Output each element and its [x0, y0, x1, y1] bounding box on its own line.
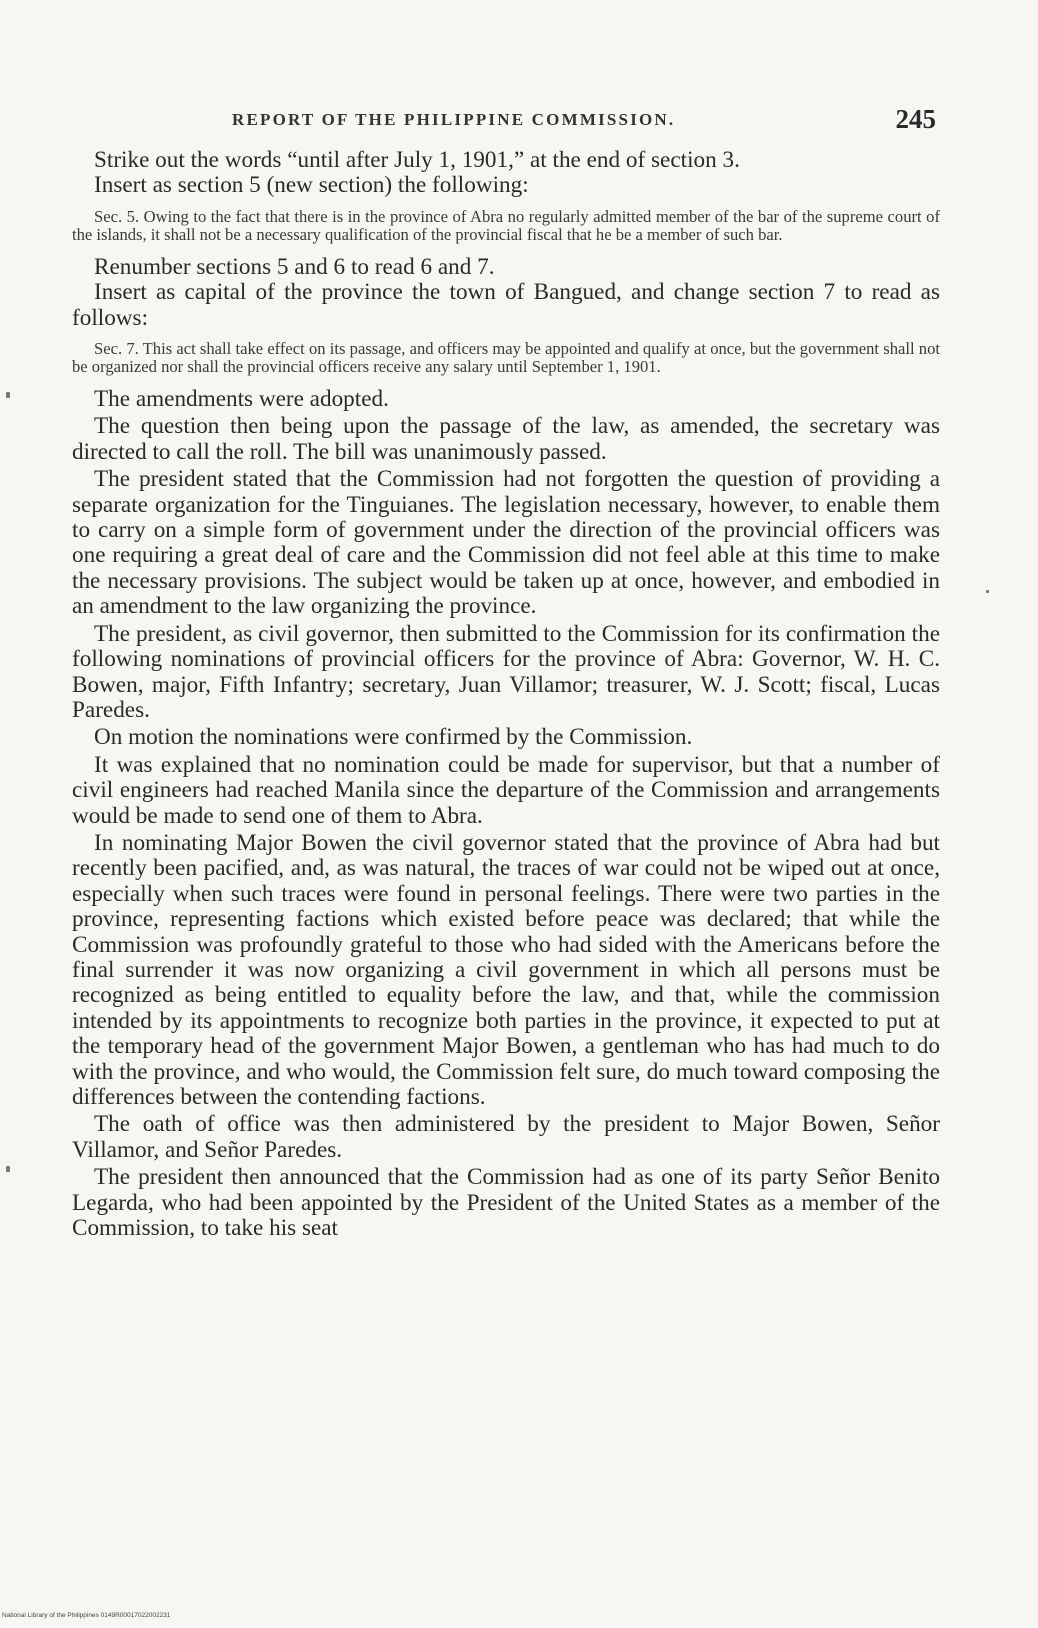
- paragraph-strike-out: Strike out the words “until after July 1, 1901,” at the end of section 3.: [94, 147, 740, 173]
- paragraph-tinguianes: The president stated that the Commission had not forgotten the question of providing a separate organization for the Tinguianes. The legislation necessary, however, to enable them to carry on a simple form of government under the direction of the provincial officers was one requiring a great deal of care and the Commission did not feel able at this time to make the necessary provisions. The subject would be taken up at once, however, and embodied in an amendment to the law organizing the province.: [72, 466, 940, 620]
- margin-mark: [6, 1166, 10, 1172]
- paragraph-confirmed: On motion the nominations were confirmed by the Commission.: [94, 724, 693, 751]
- paragraph-legarda: The president then announced that the Commission had as one of its party Señor Benito Legarda, who had been appointed by the President of the United States as a member of the Commission, to take his seat: [72, 1164, 940, 1242]
- margin-mark: [986, 590, 989, 593]
- footer-credit: National Library of the Philippines 0149R00017022002231: [2, 1612, 171, 1619]
- paragraph-insert-capital: Insert as capital of the province the town of Bangued, and change section 7 to read as follows:: [72, 279, 940, 331]
- page-number: 245: [895, 104, 936, 134]
- paragraph-amendments-adopted: The amendments were adopted.: [94, 386, 389, 413]
- paragraph-oath: The oath of office was then administered by the president to Major Bowen, Señor Villamor, and Señor Paredes.: [72, 1111, 940, 1163]
- margin-mark: [6, 392, 10, 398]
- quoted-section-5: Sec. 5. Owing to the fact that there is in the province of Abra no regularly admitted member of the bar of the supreme court of the islands, it shall not be a necessary qualification of the provincial fiscal that he be a member of such bar.: [72, 206, 940, 244]
- paragraph-insert-section-5: Insert as section 5 (new section) the following:: [94, 172, 529, 199]
- running-head: REPORT OF THE PHILIPPINE COMMISSION.: [232, 110, 676, 129]
- paragraph-roll-call: The question then being upon the passage of the law, as amended, the secretary was directed to call the roll. The bill was unanimously passed.: [72, 413, 940, 465]
- paragraph-nominations: The president, as civil governor, then submitted to the Commission for its confirmation the following nominations of provincial officers for the province of Abra: Governor, W. H. C. Bowen, major, Fifth Infantry; secretary, Juan Villamor; treasurer, W. J. Scott; fiscal, Lucas Paredes.: [72, 620, 940, 723]
- page-body: [72, 148, 940, 1241]
- quoted-section-7: Sec. 7. This act shall take effect on its passage, and officers may be appointed and qualify at once, but the government shall not be organized nor shall the provincial officers receive any salary until September 1, 1901.: [72, 339, 940, 377]
- paragraph-major-bowen: In nominating Major Bowen the civil governor stated that the province of Abra had but recently been pacified, and, as was natural, the traces of war could not be wiped out at once, especially when such traces were found in personal feelings. There were two parties in the province, representing factions which existed before peace was declared; that while the Commission was profoundly grateful to those who had sided with the Americans before the final surrender it was now organizing a civil government in which all persons must be recognized as being entitled to equality before the law, and that, while the commission intended by its appointments to recognize both parties in the province, it expected to put at the temporary head of the government Major Bowen, a gentleman who has had much to do with the province, and who would, the Commission felt sure, do much toward composing the differences between the contending factions.: [72, 829, 940, 1110]
- page-header: [92, 104, 940, 138]
- paragraph-renumber: Renumber sections 5 and 6 to read 6 and 7.: [94, 253, 495, 280]
- paragraph-supervisor: It was explained that no nomination could be made for supervisor, but that a number of civil engineers had reached Manila since the departure of the Commission and arrangements would be made to send one of them to Abra.: [72, 751, 940, 829]
